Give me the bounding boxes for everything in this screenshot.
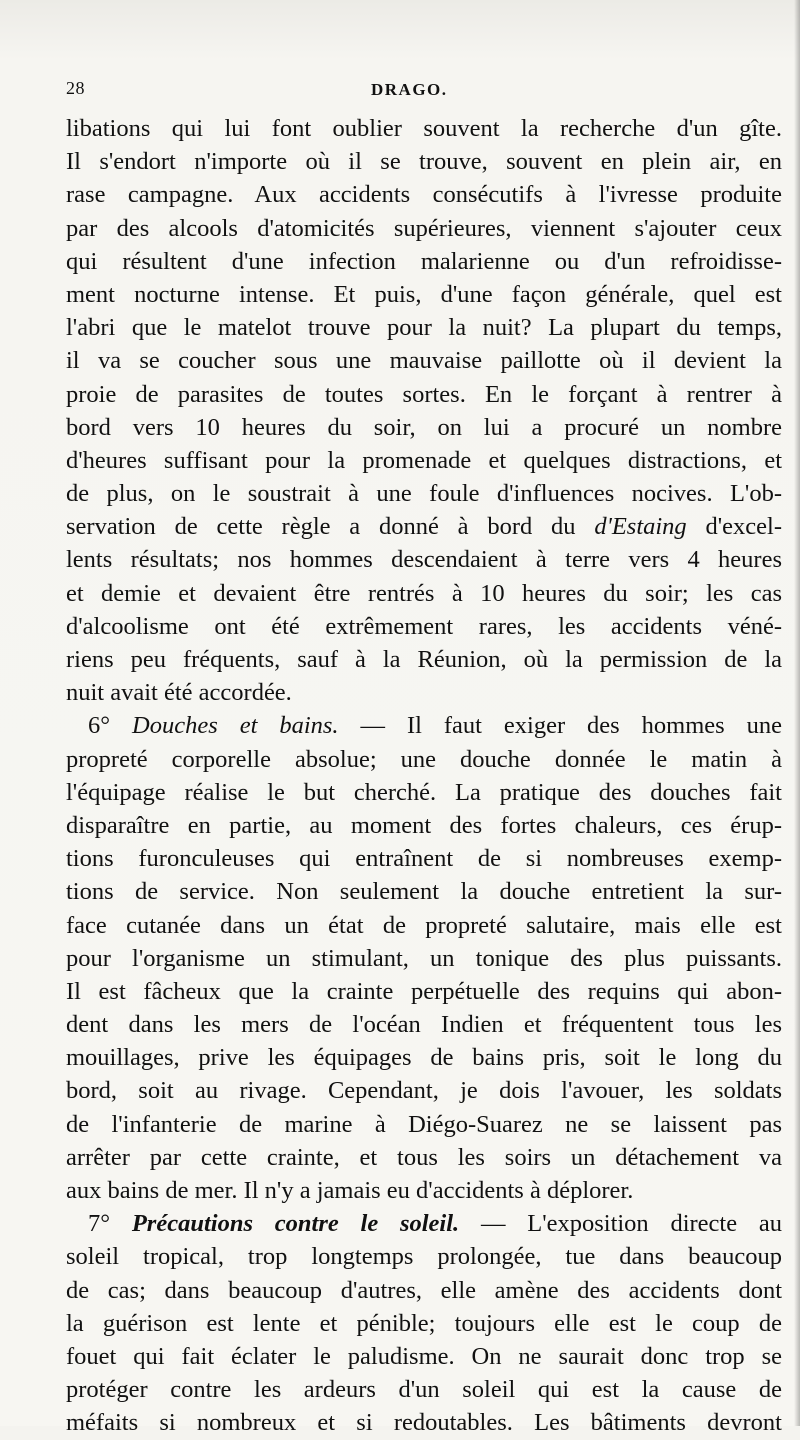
section-title: Précautions contre le soleil. [131, 1210, 460, 1238]
section-title: Douches et bains. [132, 712, 339, 740]
text-line: qui résultent d'une infection malarienne ou d'un refroidisse- [66, 247, 782, 275]
ship-name: d'Estaing [594, 513, 687, 541]
section-heading-line [66, 709, 782, 742]
section-number: 6° [88, 712, 111, 740]
body-text [66, 112, 782, 1440]
text-line: protéger contre les ardeurs d'un soleil qui est la cause de [66, 1376, 782, 1404]
text-line: fouet qui fait éclater le paludisme. On ne saurait donc trop se [66, 1342, 782, 1370]
text-line: d'alcoolisme ont été extrêmement rares, les accidents véné- [66, 612, 782, 640]
text-line: d'heures suffisant pour la promenade et quelques distractions, et [66, 446, 782, 474]
text-line: de cas; dans beaucoup d'autres, elle amène des accidents dont [66, 1276, 782, 1304]
text-line: bord, soit au rivage. Cependant, je dois l'avouer, les soldats [66, 1077, 782, 1105]
text-segment: — Il faut exiger des hommes une [338, 712, 783, 740]
text-line: libations qui lui font oublier souvent la recherche d'un gîte. [66, 115, 782, 142]
text-line: riens peu fréquents, sauf à la Réunion, où la permission de la [66, 646, 782, 673]
text-line: Il est fâcheux que la crainte perpétuelle des requins qui abon- [66, 977, 782, 1005]
text-line: la guérison est lente et pénible; toujours elle est le coup de [66, 1309, 782, 1337]
text-line: par des alcools d'atomicités supérieures, viennent s'ajouter ceux [66, 214, 782, 242]
page-edge-shadow [794, 0, 800, 1426]
text-line: arrêter par cette crainte, et tous les soirs un détachement va [66, 1143, 782, 1171]
text-line: nuit avait été accordée. [66, 679, 292, 707]
section-heading-line [66, 1207, 782, 1240]
text-line: pour l'organisme un stimulant, un tonique des plus puissants. [66, 944, 782, 972]
text-line: l'abri que le matelot trouve pour la nuit? La plupart du temps, [66, 314, 782, 342]
text-line: tions furonculeuses qui entraînent de si nombreuses exemp- [66, 845, 782, 873]
section-number: 7° [88, 1210, 111, 1238]
text-line: de plus, on le soustrait à une foule d'influences nocives. L'ob- [66, 480, 782, 508]
text-line [66, 510, 782, 543]
text-line: soleil tropical, trop longtemps prolongée, tue dans beaucoup [66, 1243, 782, 1271]
page-header [66, 78, 766, 108]
text-line: Il s'endort n'importe où il se trouve, souvent en plein air, en [66, 148, 782, 176]
text-line: rase campagne. Aux accidents consécutifs à l'ivresse produite [66, 181, 782, 209]
text-line: bord vers 10 heures du soir, on lui a procuré un nombre [66, 413, 782, 441]
text-line: il va se coucher sous une mauvaise paillotte où il devient la [66, 347, 782, 375]
text-segment: servation de cette règle a donné à bord du [66, 513, 595, 541]
text-line: propreté corporelle absolue; une douche donnée le matin à [66, 745, 782, 773]
text-line: et demie et devaient être rentrés à 10 heures du soir; les cas [66, 579, 782, 607]
text-line: de l'infanterie de marine à Diégo-Suarez ne se laissent pas [66, 1110, 782, 1138]
text-line: l'équipage réalise le but cherché. La pratique des douches fait [66, 778, 782, 806]
text-segment: d'excel- [686, 513, 782, 541]
text-line: face cutanée dans un état de propreté salutaire, mais elle est [66, 911, 782, 939]
text-line: aux bains de mer. Il n'y a jamais eu d'accidents à déplorer. [66, 1177, 634, 1204]
text-line: lents résultats; nos hommes descendaient à terre vers 4 heures [66, 546, 782, 574]
text-segment: — L'exposition directe au [459, 1210, 783, 1238]
text-line: tions de service. Non seulement la douche entretient la sur- [66, 878, 782, 906]
text-line: dent dans les mers de l'océan Indien et fréquentent tous les [66, 1011, 782, 1039]
text-line: mouillages, prive les équipages de bains pris, soit le long du [66, 1044, 782, 1072]
text-line: proie de parasites de toutes sortes. En le forçant à rentrer à [66, 380, 782, 408]
text-line: méfaits si nombreux et si redoutables. Les bâtiments devront [66, 1409, 782, 1437]
running-head: DRAGO. [371, 80, 448, 99]
page-number: 28 [66, 78, 85, 98]
text-line: ment nocturne intense. Et puis, d'une façon générale, quel est [66, 280, 782, 308]
text-line: disparaître en partie, au moment des fortes chaleurs, ces érup- [66, 811, 782, 839]
